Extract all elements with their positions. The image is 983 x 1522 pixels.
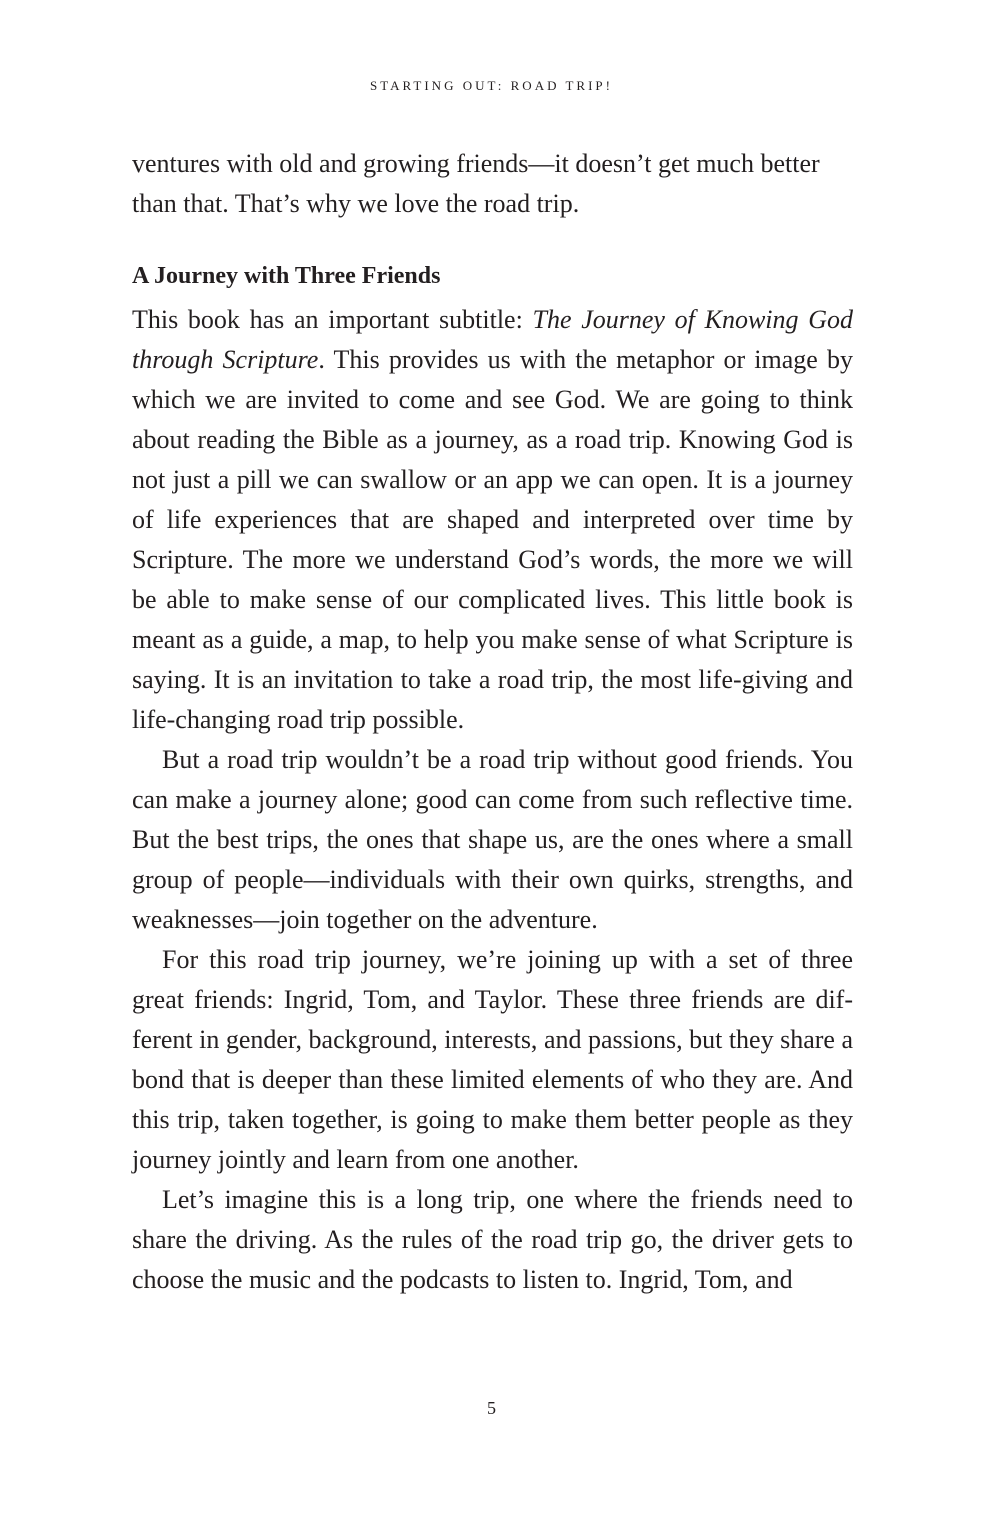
paragraph — [132, 300, 853, 740]
paragraph-rest: . This provides us with the metaphor or image by which we are invited to come and see God. We are going to think about reading the Bible as a journey, as a road trip. Knowing God is not just a pill we can swallow or an app we can open. It is a journey of life experiences that are shaped and interpreted over time by Scripture. The more we understand God’s words, the more we will be able to make sense of our complicated lives. This little book is meant as a guide, a map, to help you make sense of what Scripture is saying. It is an invitation to take a road trip, the most life-giving and life-changing road trip possible. — [132, 345, 853, 734]
continuation-paragraph: ventures with old and growing friends—it doesn’t get much better than that. That’s why we love the road trip. — [132, 149, 820, 218]
paragraph-lead: This book has an important subtitle: — [132, 305, 533, 334]
section-heading: A Journey with Three Friends — [132, 263, 441, 289]
paragraph: For this road trip journey, we’re joining up with a set of three great friends: Ingrid, Tom, and Taylor. These three friends are different in gender, background, interests, and passions, but they share a bond that is deeper than these limited elements of who they are. And this trip, taken together, is going to make them better people as they journey jointly and learn from one another. — [132, 945, 853, 1174]
paragraph: Let’s imagine this is a long trip, one where the friends need to share the driving. As the rules of the road trip go, the driver gets to choose the music and the podcasts to listen to. Ingrid, Tom, and — [132, 1185, 853, 1294]
page-number: 5 — [487, 1398, 496, 1418]
body-text — [132, 144, 853, 1300]
running-head: STARTING OUT: ROAD TRIP! — [370, 78, 613, 93]
book-subtitle: The Journey of Knowing God through Scripture — [132, 305, 853, 374]
paragraph: But a road trip wouldn’t be a road trip without good friends. You can make a journey alone; good can come from such reflective time. But the best trips, the ones that shape us, are the ones where a small group of people—individuals with their own quirks, strengths, and weaknesses—join together on the adventure. — [132, 745, 853, 934]
